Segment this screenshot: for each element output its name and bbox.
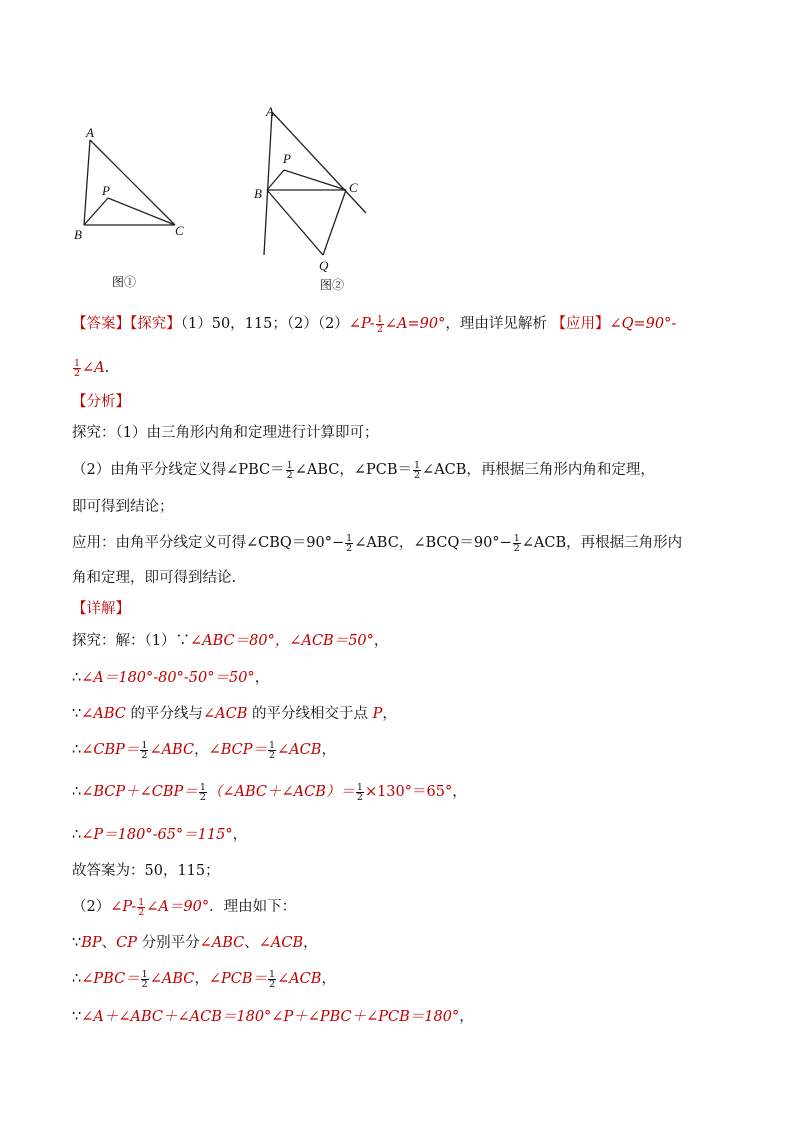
label-a: A — [266, 104, 274, 119]
answer-part1: （1）50，115；（2）（2） — [180, 316, 349, 332]
analysis-line-1: 探究：（1）由三角形内角和定理进行计算即可； — [72, 425, 379, 441]
label-q: Q — [319, 258, 329, 273]
detail-line-10: ∴∠PBC＝ $\frac{1}{2}$ ∠ABC，∠PCB＝ $\frac{1}{2}$ ∠ACB， — [72, 968, 336, 990]
detail-line-7: 故答案为：50，115； — [72, 863, 220, 879]
label-c: C — [349, 180, 358, 195]
fraction-half: $\frac{1}{2}$ — [376, 313, 383, 335]
explore-tag: 【探究】 — [130, 316, 181, 332]
fraction-half: $\frac{1}{2}$ — [199, 781, 206, 803]
segment-cq — [323, 190, 346, 255]
detail-line-2: ∴∠A＝180°-80°-50°＝50°， — [72, 670, 270, 686]
fraction-half: $\frac{1}{2}$ — [141, 739, 148, 761]
detail-line-5: ∴∠BCP＋∠CBP＝ $\frac{1}{2}$ （∠ABC＋∠ACB）＝ $\frac{1}{2}$ ×130°＝65°， — [72, 781, 467, 803]
figure-2-caption: 图② — [320, 278, 345, 292]
fraction-half: $\frac{1}{2}$ — [356, 781, 363, 803]
fraction-half: $\frac{1}{2}$ — [269, 739, 276, 761]
fraction-half: $\frac{1}{2}$ — [269, 968, 276, 990]
analysis-line-4: 应用：由角平分线定义可得∠CBQ＝90°− $\frac{1}{2}$ ∠ABC，∠BCQ＝90°− $\frac{1}{2}$ ∠ACB，再根据三角形内 — [72, 532, 683, 554]
analysis-line-2: （2）由角平分线定义得∠PBC＝ $\frac{1}{2}$ ∠ABC，∠PCB＝ $\frac{1}{2}$ ∠ACB，再根据三角形内角和定理， — [72, 459, 655, 481]
answer-end: . — [104, 360, 110, 376]
label-c: C — [175, 223, 184, 238]
label-p: P — [283, 151, 291, 166]
detail-line-3: ∵∠ABC 的平分线与∠ACB 的平分线相交于点 P， — [72, 706, 397, 722]
label-a: A — [86, 125, 94, 140]
line-through-b — [264, 112, 272, 255]
answer-reason: ，理由详见解析 — [445, 316, 547, 332]
figure-1-caption: 图① — [112, 275, 137, 289]
analysis-heading: 【分析】 — [72, 394, 130, 410]
segment-bp — [267, 170, 284, 190]
fraction-half: $\frac{1}{2}$ — [414, 459, 421, 481]
answer-tag: 【答案】 — [72, 316, 130, 332]
fraction-half: $\frac{1}{2}$ — [141, 968, 148, 990]
answer-line-2 — [72, 358, 754, 378]
fraction-half: $\frac{1}{2}$ — [346, 532, 353, 554]
fraction-half: $\frac{1}{2}$ — [513, 532, 520, 554]
answer-line-1 — [72, 314, 754, 334]
figure-2 — [248, 100, 378, 295]
label-b: B — [254, 186, 262, 201]
detail-heading: 【详解】 — [72, 601, 130, 617]
analysis-line-5: 角和定理，即可得到结论. — [72, 570, 237, 586]
segment-ab — [84, 140, 90, 225]
detail-line-6: ∴∠P＝180°-65°＝115°， — [72, 827, 248, 843]
segment-bq — [267, 190, 323, 255]
answer-q-expr-2: ∠A — [82, 360, 105, 376]
segment-bp — [84, 198, 108, 225]
detail-line-8: （2）∠P- $\frac{1}{2}$ ∠A＝90°．理由如下： — [72, 896, 297, 918]
detail-line-9: ∵BP、CP 分别平分∠ABC、∠ACB， — [72, 935, 318, 951]
detail-line-4: ∴∠CBP＝ $\frac{1}{2}$ ∠ABC，∠BCP＝ $\frac{1}{2}$ ∠ACB， — [72, 739, 336, 761]
label-p: P — [102, 183, 110, 198]
answer-p-expr-b: ∠A=90° — [384, 316, 446, 332]
detail-line-11: ∵∠A＋∠ABC＋∠ACB＝180°∠P＋∠PBC＋∠PCB＝180°， — [72, 1009, 474, 1025]
detail-line-1: 探究：解：（1）∵∠ABC＝80°，∠ACB＝50°， — [72, 633, 389, 649]
label-b: B — [74, 227, 82, 242]
answer-q-expr: ∠Q=90°- — [609, 316, 677, 332]
analysis-line-3: 即可得到结论； — [72, 499, 174, 515]
fraction-half: $\frac{1}{2}$ — [74, 357, 81, 379]
answer-p-expr-a: ∠P- — [348, 316, 375, 332]
figure-1 — [72, 120, 202, 290]
fraction-half: $\frac{1}{2}$ — [138, 896, 145, 918]
segment-pc — [284, 170, 346, 190]
apply-tag: 【应用】 — [546, 316, 610, 332]
fraction-half: $\frac{1}{2}$ — [286, 459, 293, 481]
segment-pc — [108, 198, 175, 225]
